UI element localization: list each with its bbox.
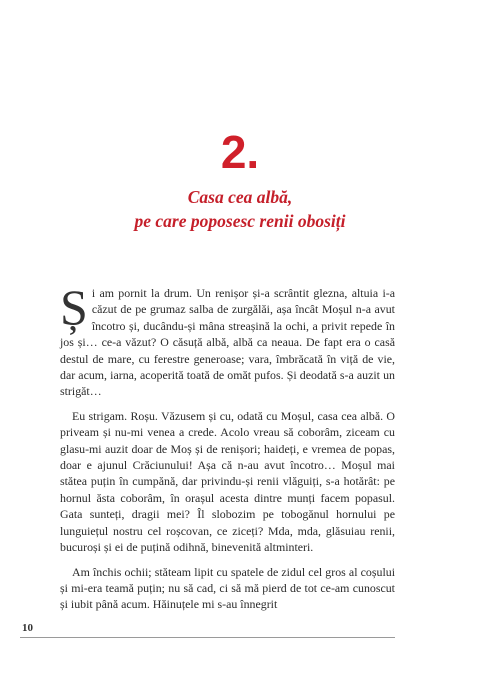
page-number: 10 bbox=[22, 622, 33, 634]
paragraph-3: Am închis ochii; stăteam lipit cu spatele de zidul cel gros al coșului și mi-era teamă puțin; nu să cad, ci să mă pierd de tot ce-am cunoscut și iubit până acum. Hăinuțele mi s-au înnegrit bbox=[60, 564, 395, 612]
chapter-title bbox=[0, 185, 480, 233]
chapter-body bbox=[60, 279, 395, 621]
footer-rule bbox=[20, 637, 395, 638]
chapter-number: 2. bbox=[220, 126, 260, 178]
drop-cap: Ș bbox=[60, 279, 88, 335]
chapter-title-line-1: Casa cea albă, bbox=[187, 187, 293, 207]
chapter-title-line-2: pe care poposesc renii obosiți bbox=[134, 211, 346, 231]
paragraph-1 bbox=[60, 279, 395, 400]
paragraph-1-text: i am pornit la drum. Un renișor și-a scrântit glezna, altuia i-a căzut de pe grumaz salba de zurgălăi, așa încât Moșul n-a avut încotro și, ducându-și mâna streașină la ochi, a privit repede în jos și… ce-a văzut? O căsuță albă, albă ca neaua. De fapt era o casă destul de mare, cu ferestre generoase; vara, îmbrăcată în viță de vie, dar acum, iarna, acoperită toată de omăt pufos. Și deodată s-a auzit un strigăt… bbox=[60, 286, 395, 399]
paragraph-2: Eu strigam. Roșu. Văzusem și cu, odată cu Moșul, casa cea albă. O priveam și nu-mi venea a crede. Acolo vreau să coborâm, ziceam cu glasu-mi auzit doar de Moș și de renișori; haideți, e vremea de popas, doar e ajunul Crăciunului! Așa că n-au avut încotro… Moșul mai stătea puțin în cumpănă, dar privindu-și renii vlăguiți, s-a hotărât: pe hornul ăsta coborâm, în orașul acesta dintre munți facem popasul. Gata sunteți, dragii mei? Îl slobozim pe tobogănul hornului pe lunguiețul nostru cel roșcovan, ce ziceți? Mda, mda, glăsuiau renii, bucuroși și ei de puțină odihnă, binevenită altminteri. bbox=[60, 408, 395, 555]
